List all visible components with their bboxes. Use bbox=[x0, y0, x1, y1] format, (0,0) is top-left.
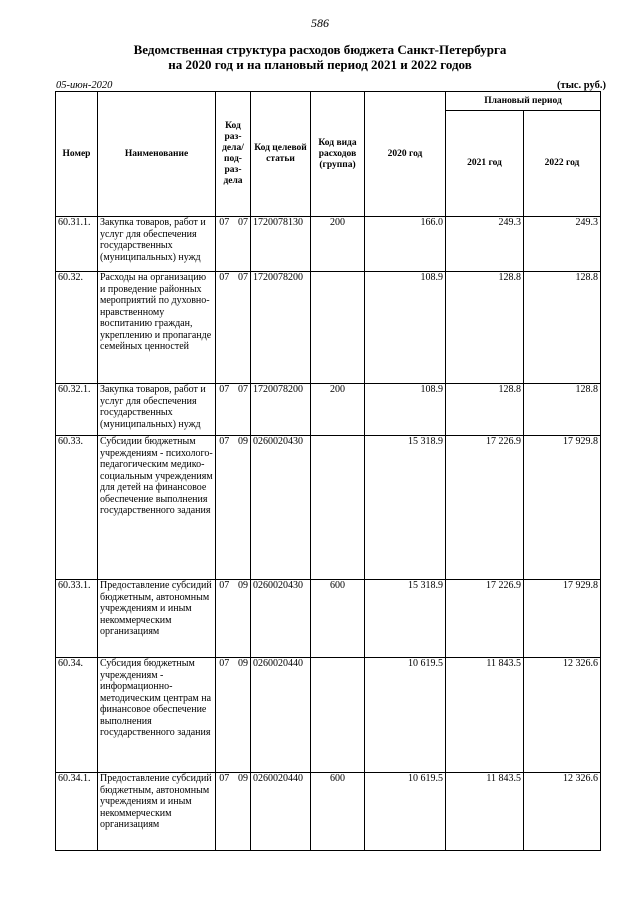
header-planned-period: Плановый период bbox=[446, 92, 601, 111]
row-target-code: 0260020440 bbox=[251, 658, 311, 773]
row-number: 60.32. bbox=[56, 272, 98, 384]
header-2020: 2020 год bbox=[365, 92, 446, 217]
row-target-code: 0260020430 bbox=[251, 436, 311, 580]
row-value-2021: 249.3 bbox=[446, 217, 524, 272]
row-type-code: 600 bbox=[311, 580, 365, 658]
row-subsection-code: 07 bbox=[233, 217, 251, 272]
table-row bbox=[56, 272, 601, 384]
row-subsection-code: 09 bbox=[233, 773, 251, 851]
document-title bbox=[0, 42, 640, 72]
row-subsection-code: 07 bbox=[233, 272, 251, 384]
row-value-2020: 10 619.5 bbox=[365, 773, 446, 851]
row-value-2020: 15 318.9 bbox=[365, 580, 446, 658]
row-target-code: 0260020440 bbox=[251, 773, 311, 851]
row-section-code: 07 bbox=[216, 217, 233, 272]
row-name: Закупка товаров, работ и услуг для обеспечения государственных (муниципальных) нужд bbox=[98, 384, 216, 436]
header-2022: 2022 год bbox=[524, 111, 601, 217]
row-value-2021: 11 843.5 bbox=[446, 773, 524, 851]
row-number: 60.34.1. bbox=[56, 773, 98, 851]
table-body bbox=[56, 217, 601, 851]
row-value-2021: 17 226.9 bbox=[446, 436, 524, 580]
units-label: (тыс. руб.) bbox=[557, 80, 606, 91]
row-value-2022: 12 326.6 bbox=[524, 658, 601, 773]
row-value-2022: 128.8 bbox=[524, 384, 601, 436]
header-target-code: Код целевой статьи bbox=[251, 92, 311, 217]
row-target-code: 0260020430 bbox=[251, 580, 311, 658]
row-value-2020: 108.9 bbox=[365, 272, 446, 384]
row-subsection-code: 09 bbox=[233, 580, 251, 658]
row-subsection-code: 09 bbox=[233, 436, 251, 580]
row-value-2020: 10 619.5 bbox=[365, 658, 446, 773]
row-value-2020: 166.0 bbox=[365, 217, 446, 272]
header-type-code: Код вида расходов (группа) bbox=[311, 92, 365, 217]
table-row bbox=[56, 384, 601, 436]
row-name: Субсидия бюджетным учреждениям - информационно-методическим центрам на финансовое обеспечение выполнения государственного задания bbox=[98, 658, 216, 773]
row-target-code: 1720078200 bbox=[251, 384, 311, 436]
row-subsection-code: 07 bbox=[233, 384, 251, 436]
row-number: 60.34. bbox=[56, 658, 98, 773]
table-row bbox=[56, 658, 601, 773]
row-subsection-code: 09 bbox=[233, 658, 251, 773]
document-date: 05-июн-2020 bbox=[56, 80, 113, 91]
row-type-code bbox=[311, 272, 365, 384]
row-value-2021: 11 843.5 bbox=[446, 658, 524, 773]
row-value-2021: 128.8 bbox=[446, 272, 524, 384]
row-number: 60.32.1. bbox=[56, 384, 98, 436]
row-value-2022: 128.8 bbox=[524, 272, 601, 384]
budget-table bbox=[55, 91, 601, 851]
row-section-code: 07 bbox=[216, 384, 233, 436]
row-value-2022: 249.3 bbox=[524, 217, 601, 272]
row-name: Расходы на организацию и проведение районных мероприятий по духовно-нравственному воспитанию граждан, укреплению и пропаганде семейных ценностей bbox=[98, 272, 216, 384]
table-row bbox=[56, 580, 601, 658]
row-target-code: 1720078200 bbox=[251, 272, 311, 384]
row-value-2022: 17 929.8 bbox=[524, 580, 601, 658]
row-type-code: 200 bbox=[311, 384, 365, 436]
row-type-code bbox=[311, 436, 365, 580]
row-section-code: 07 bbox=[216, 580, 233, 658]
row-section-code: 07 bbox=[216, 658, 233, 773]
row-value-2021: 128.8 bbox=[446, 384, 524, 436]
table-row bbox=[56, 773, 601, 851]
row-section-code: 07 bbox=[216, 272, 233, 384]
row-number: 60.31.1. bbox=[56, 217, 98, 272]
row-section-code: 07 bbox=[216, 436, 233, 580]
table-row bbox=[56, 436, 601, 580]
row-name: Предоставление субсидий бюджетным, автономным учреждениям и иным некоммерческим организациям bbox=[98, 580, 216, 658]
header-2021: 2021 год bbox=[446, 111, 524, 217]
header-name: Наименование bbox=[98, 92, 216, 217]
row-type-code: 200 bbox=[311, 217, 365, 272]
row-name: Субсидии бюджетным учреждениям - психолого-педагогическим медико-социальным учреждениям для детей на финансовое обеспечение выполнения государственного задания bbox=[98, 436, 216, 580]
row-value-2020: 108.9 bbox=[365, 384, 446, 436]
row-number: 60.33. bbox=[56, 436, 98, 580]
page-number: 586 bbox=[311, 16, 329, 30]
title-line-1: Ведомственная структура расходов бюджета Санкт-Петербурга bbox=[133, 42, 507, 57]
row-value-2021: 17 226.9 bbox=[446, 580, 524, 658]
row-name: Предоставление субсидий бюджетным, автономным учреждениям и иным некоммерческим организациям bbox=[98, 773, 216, 851]
row-name: Закупка товаров, работ и услуг для обеспечения государственных (муниципальных) нужд bbox=[98, 217, 216, 272]
title-line-2: на 2020 год и на плановый период 2021 и 2022 годов bbox=[168, 57, 472, 72]
row-type-code: 600 bbox=[311, 773, 365, 851]
row-number: 60.33.1. bbox=[56, 580, 98, 658]
row-target-code: 1720078130 bbox=[251, 217, 311, 272]
row-type-code bbox=[311, 658, 365, 773]
row-value-2022: 17 929.8 bbox=[524, 436, 601, 580]
table-row bbox=[56, 217, 601, 272]
row-value-2020: 15 318.9 bbox=[365, 436, 446, 580]
row-section-code: 07 bbox=[216, 773, 233, 851]
header-number: Номер bbox=[56, 92, 98, 217]
header-section-code: Код раз- дела/ под- раз- дела bbox=[216, 92, 251, 217]
row-value-2022: 12 326.6 bbox=[524, 773, 601, 851]
